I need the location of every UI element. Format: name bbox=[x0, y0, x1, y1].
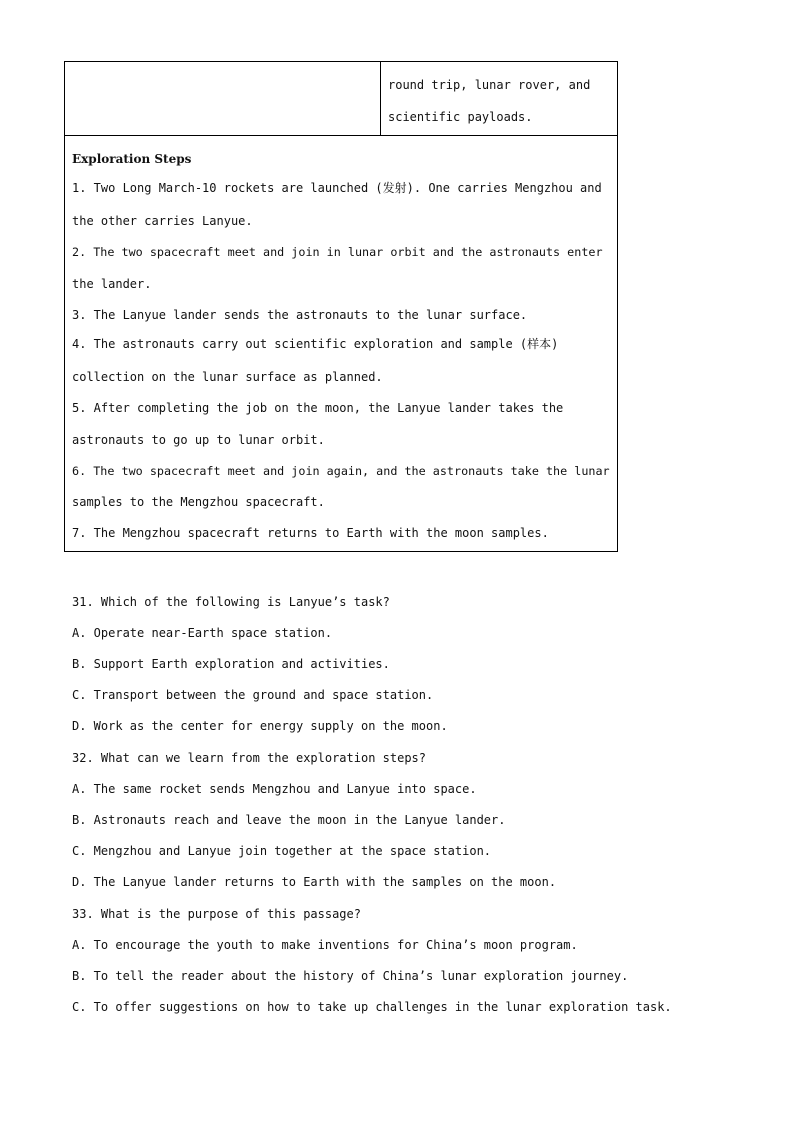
step-line-7: collection on the lunar surface as planned. bbox=[72, 370, 383, 384]
table-border-top bbox=[64, 61, 618, 62]
q33-option-b: B. To tell the reader about the history of China’s lunar exploration journey. bbox=[72, 969, 629, 983]
top-right-line-2: scientific payloads. bbox=[388, 110, 533, 124]
question-31: 31. Which of the following is Lanyue’s task? bbox=[72, 595, 390, 609]
table-row-divider bbox=[64, 135, 618, 136]
question-32: 32. What can we learn from the exploration steps? bbox=[72, 751, 427, 765]
table-border-bottom bbox=[64, 551, 618, 552]
step-line-3: 2. The two spacecraft meet and join in lunar orbit and the astronauts enter bbox=[72, 245, 603, 259]
q32-option-b: B. Astronauts reach and leave the moon in the Lanyue lander. bbox=[72, 813, 506, 827]
q31-option-d: D. Work as the center for energy supply on the moon. bbox=[72, 719, 448, 733]
q31-option-b: B. Support Earth exploration and activities. bbox=[72, 657, 390, 671]
step-line-5: 3. The Lanyue lander sends the astronauts to the lunar surface. bbox=[72, 308, 528, 322]
step-line-4: the lander. bbox=[72, 277, 152, 291]
steps-heading: Exploration Steps bbox=[72, 152, 192, 166]
step-line-6: 4. The astronauts carry out scientific exploration and sample (样本) bbox=[72, 337, 559, 351]
question-33: 33. What is the purpose of this passage? bbox=[72, 907, 361, 921]
q33-option-c: C. To offer suggestions on how to take up challenges in the lunar exploration task. bbox=[72, 1000, 672, 1014]
step-line-1: 1. Two Long March-10 rockets are launched (发射). One carries Mengzhou and bbox=[72, 181, 602, 195]
step-line-12: 7. The Mengzhou spacecraft returns to Earth with the moon samples. bbox=[72, 526, 549, 540]
q32-option-a: A. The same rocket sends Mengzhou and Lanyue into space. bbox=[72, 782, 477, 796]
step-line-10: 6. The two spacecraft meet and join again, and the astronauts take the lunar bbox=[72, 464, 610, 478]
top-right-line-1: round trip, lunar rover, and bbox=[388, 78, 591, 92]
step-line-8: 5. After completing the job on the moon, the Lanyue lander takes the bbox=[72, 401, 564, 415]
step-line-9: astronauts to go up to lunar orbit. bbox=[72, 433, 325, 447]
step-line-2: the other carries Lanyue. bbox=[72, 214, 253, 228]
table-column-divider bbox=[380, 61, 381, 136]
q31-option-a: A. Operate near-Earth space station. bbox=[72, 626, 333, 640]
q32-option-c: C. Mengzhou and Lanyue join together at the space station. bbox=[72, 844, 492, 858]
q33-option-a: A. To encourage the youth to make inventions for China’s moon program. bbox=[72, 938, 578, 952]
q31-option-c: C. Transport between the ground and space station. bbox=[72, 688, 434, 702]
step-line-11: samples to the Mengzhou spacecraft. bbox=[72, 495, 325, 509]
q32-option-d: D. The Lanyue lander returns to Earth with the samples on the moon. bbox=[72, 875, 557, 889]
